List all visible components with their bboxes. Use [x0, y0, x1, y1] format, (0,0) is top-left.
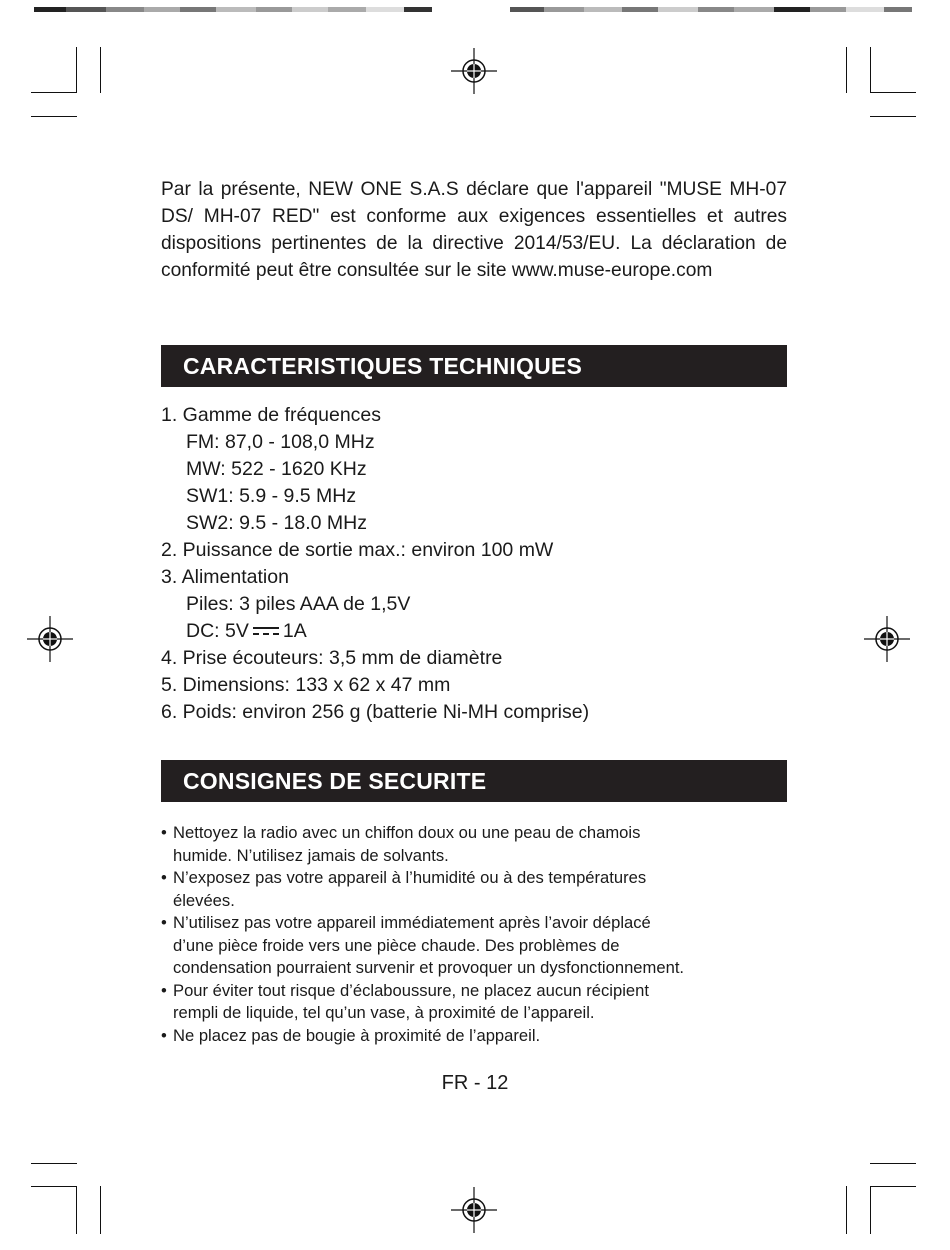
spec-fm: FM: 87,0 - 108,0 MHz	[186, 431, 375, 453]
list-item: • N’utilisez pas votre appareil immédiatement après l’avoir déplacé d’une pièce froide vers une pièce chaude. Des problèmes de condensation pourraient survenir et provoquer un dysfonctionnement.	[161, 913, 685, 977]
list-item: • Nettoyez la radio avec un chiffon doux ou une peau de chamois humide. N’utilisez jamais de solvants.	[161, 823, 641, 865]
spec-frequency-range: 1. Gamme de fréquences	[161, 404, 382, 426]
spec-dc	[161, 618, 801, 645]
spec-batteries: Piles: 3 piles AAA de 1,5V	[186, 593, 411, 615]
page-number: FR - 12	[441, 1072, 509, 1094]
spec-dc-voltage: DC: 5V	[186, 620, 249, 642]
registration-mark-top-icon	[449, 46, 499, 96]
spec-dc-current: 1A	[282, 620, 307, 642]
dc-current-icon	[253, 624, 279, 638]
list-item: • Pour éviter tout risque d’éclaboussure, ne placez aucun récipient rempli de liquide, tel qu’un vase, à proximité de l’appareil.	[161, 980, 649, 1022]
spec-power-supply: 3. Alimentation	[161, 566, 289, 588]
spec-weight: 6. Poids: environ 256 g (batterie Ni-MH comprise)	[161, 701, 590, 723]
list-item: • N’exposez pas votre appareil à l’humidité ou à des températures élevées.	[161, 868, 647, 910]
safety-heading: CONSIGNES DE SECURITE	[161, 760, 787, 802]
list-item: • Ne placez pas de bougie à proximité de l’appareil.	[161, 1025, 541, 1045]
spec-sw1: SW1: 5.9 - 9.5 MHz	[186, 485, 357, 507]
registration-mark-bottom-icon	[449, 1185, 499, 1235]
registration-mark-right-icon	[862, 614, 912, 664]
spec-dimensions: 5. Dimensions: 133 x 62 x 47 mm	[161, 674, 451, 696]
spec-mw: MW: 522 - 1620 KHz	[186, 458, 367, 480]
specs-heading: CARACTERISTIQUES TECHNIQUES	[161, 345, 787, 387]
conformity-declaration: Par la présente, NEW ONE S.A.S déclare que l'appareil "MUSE MH-07 DS/ MH-07 RED" est conforme aux exigences essentielles et autres dispositions pertinentes de la directive 2014/53/EU. La déclaration de conformité peut être consultée sur le site www.muse-europe.com	[161, 179, 787, 281]
calibration-bar-left	[34, 7, 432, 12]
safety-list	[161, 822, 801, 1047]
registration-mark-left-icon	[25, 614, 75, 664]
spec-sw2: SW2: 9.5 - 18.0 MHz	[186, 512, 367, 534]
specs-list	[161, 402, 801, 726]
calibration-bar-right	[510, 7, 912, 12]
spec-power-output: 2. Puissance de sortie max.: environ 100 mW	[161, 539, 554, 561]
spec-headphone-jack: 4. Prise écouteurs: 3,5 mm de diamètre	[161, 647, 503, 669]
